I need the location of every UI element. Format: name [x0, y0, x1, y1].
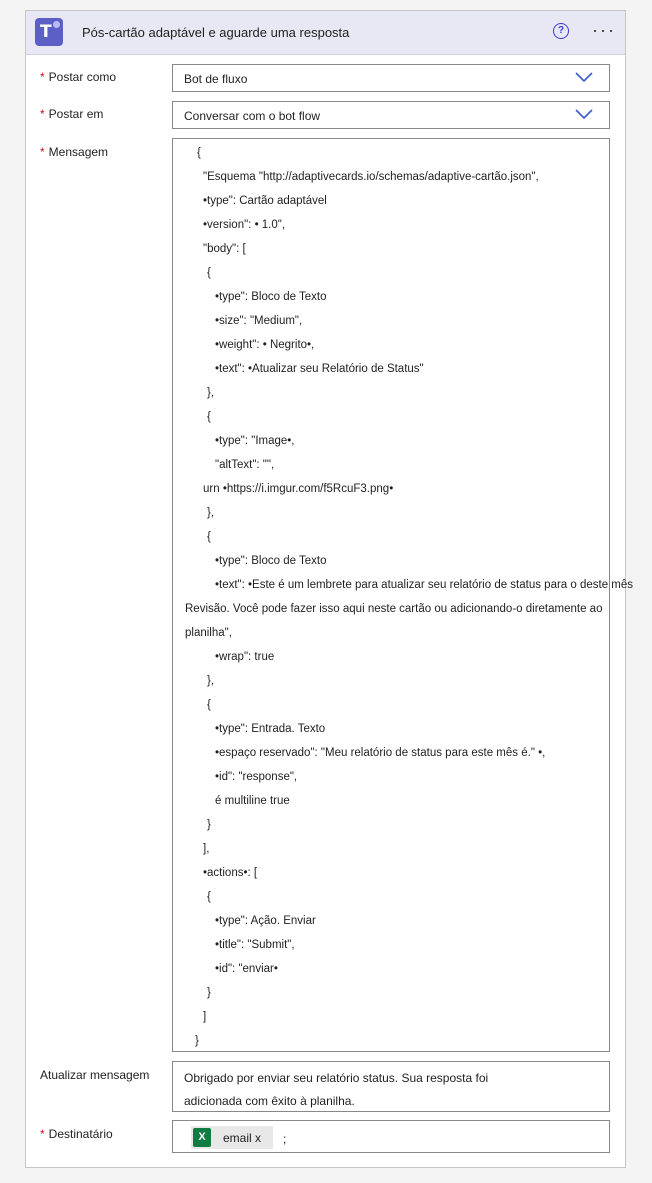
teams-icon: T — [35, 18, 63, 46]
message-code-line: •type": "Image•, — [215, 435, 295, 447]
message-code-line: "body": [ — [203, 243, 246, 255]
message-label: * Mensagem — [40, 145, 109, 159]
required-mark: * — [40, 107, 45, 121]
action-card — [25, 10, 634, 1168]
message-code-line: •wrap": true — [215, 651, 275, 663]
excel-icon: X — [193, 1128, 211, 1147]
post-as-label: * Postar como — [40, 70, 117, 84]
message-code-line: •size": "Medium", — [215, 315, 303, 327]
message-code-line: { — [207, 891, 211, 903]
card-header[interactable] — [26, 11, 625, 55]
message-code-line: •espaço reservado": "Meu relatório de status para este mês é." •, — [215, 747, 546, 759]
message-code-line: •id": "enviar• — [215, 963, 278, 975]
message-code-line: "altText": "", — [215, 459, 275, 471]
post-in-value: Conversar com o bot flow — [184, 109, 321, 123]
chevron-down-icon[interactable] — [575, 108, 593, 120]
message-code-line: { — [207, 699, 211, 711]
update-message-field[interactable] — [172, 1061, 610, 1112]
message-code-line: •type": Bloco de Texto — [215, 291, 327, 303]
message-code-line: { — [207, 267, 211, 279]
required-mark: * — [40, 145, 45, 159]
post-as-select[interactable] — [172, 64, 610, 92]
message-code-line: •text": •Atualizar seu Relatório de Status" — [215, 363, 424, 375]
message-code-line: •actions•: [ — [203, 867, 258, 879]
message-code-line: •type": Bloco de Texto — [215, 555, 327, 567]
message-code-line: }, — [207, 387, 215, 399]
message-code-line: } — [207, 987, 211, 999]
message-code-line: •text": •Este é um lembrete para atualizar seu relatório de status para o deste mês — [215, 579, 634, 591]
update-message-line: Obrigado por enviar seu relatório status. Sua resposta foi — [184, 1071, 489, 1085]
card-title[interactable]: Pós-cartão adaptável e aguarde uma resposta — [82, 25, 350, 40]
separator: ; — [283, 1132, 287, 1146]
message-code-line: ], — [203, 843, 210, 855]
post-as-value: Bot de fluxo — [184, 72, 248, 86]
update-message-label: Atualizar mensagem — [40, 1068, 150, 1082]
chevron-down-icon[interactable] — [575, 71, 593, 83]
message-code-line: •type": Cartão adaptável — [203, 195, 327, 207]
post-in-select[interactable] — [172, 101, 610, 129]
message-textarea[interactable] — [172, 138, 634, 1052]
message-code-line: } — [207, 819, 211, 831]
message-code-line: Revisão. Você pode fazer isso aqui neste cartão ou adicionando-o diretamente ao — [185, 603, 603, 615]
message-code-line: •version": • 1.0", — [203, 219, 286, 231]
post-in-label: * Postar em — [40, 107, 104, 121]
message-code-line: "Esquema "http://adaptivecards.io/schemas/adaptive-cartão.json", — [203, 171, 539, 183]
recipient-label: * Destinatário — [40, 1127, 113, 1141]
message-code-line: •type": Entrada. Texto — [215, 723, 326, 735]
message-code-line: { — [207, 531, 211, 543]
recipient-field[interactable] — [172, 1120, 610, 1153]
update-message-line: adicionada com êxito à planilha. — [184, 1094, 355, 1108]
message-code-line: }, — [207, 507, 215, 519]
message-code-line: urn •https://i.imgur.com/f5RcuF3.png• — [203, 483, 394, 495]
message-code-line: planilha", — [185, 627, 232, 639]
required-mark: * — [40, 1127, 45, 1141]
message-code-line: ] — [203, 1011, 207, 1023]
help-icon[interactable]: ? — [553, 23, 569, 39]
more-options-icon[interactable]: ··· — [592, 20, 616, 40]
required-mark: * — [40, 70, 45, 84]
message-code-line: } — [195, 1035, 199, 1047]
message-code-line: •id": "response", — [215, 771, 298, 783]
recipient-token[interactable] — [191, 1126, 273, 1149]
message-code-line: }, — [207, 675, 215, 687]
message-code-line: •title": "Submit", — [215, 939, 295, 951]
message-code-line: •type": Ação. Enviar — [215, 915, 316, 927]
token-label: email x — [223, 1131, 262, 1145]
message-code-line: { — [197, 147, 201, 159]
message-code-line: é multiline true — [215, 795, 290, 807]
message-code-line: { — [207, 411, 211, 423]
message-code-line: •weight": • Negrito•, — [215, 339, 315, 351]
